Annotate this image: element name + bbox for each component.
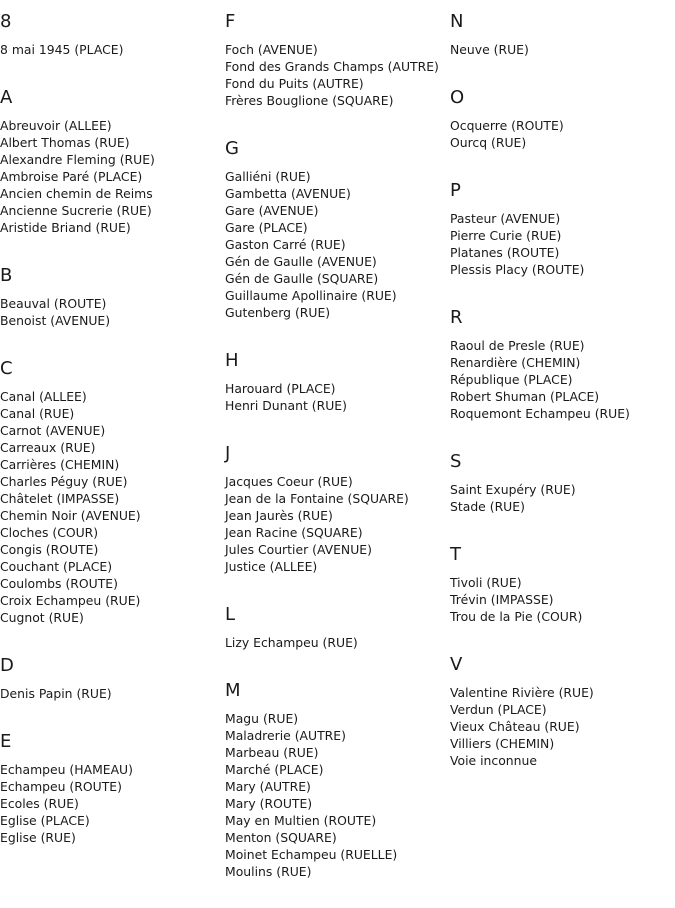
street-item: Verdun (PLACE) (450, 702, 547, 717)
street-item: Frères Bouglione (SQUARE) (225, 93, 394, 108)
street-item: Abreuvoir (ALLEE) (0, 118, 112, 133)
street-item: Châtelet (IMPASSE) (0, 491, 120, 506)
street-item: Gén de Gaulle (SQUARE) (225, 271, 379, 286)
street-item: Ancienne Sucrerie (RUE) (0, 203, 152, 218)
letter-heading: L (225, 604, 236, 625)
street-item: Chemin Noir (AVENUE) (0, 508, 141, 523)
letter-group (450, 450, 675, 515)
street-item: Justice (ALLEE) (225, 559, 318, 574)
letter-heading: S (450, 451, 462, 472)
street-item: Guillaume Apollinaire (RUE) (225, 288, 397, 303)
street-item: Maladrerie (AUTRE) (225, 728, 346, 743)
street-item: Voie inconnue (450, 753, 537, 768)
letter-group (0, 86, 225, 236)
street-item: Charles Péguy (RUE) (0, 474, 128, 489)
letter-group (450, 306, 675, 422)
letter-heading: J (225, 443, 231, 464)
street-item: Albert Thomas (RUE) (0, 135, 130, 150)
street-item: Jean Racine (SQUARE) (225, 525, 363, 540)
street-item: Moinet Echampeu (RUELLE) (225, 847, 398, 862)
letter-group (225, 442, 450, 575)
street-item: Platanes (ROUTE) (450, 245, 560, 260)
street-item: Canal (RUE) (0, 406, 75, 421)
street-item: Gén de Gaulle (AVENUE) (225, 254, 377, 269)
street-column-3 (450, 10, 675, 797)
street-item: Pierre Curie (RUE) (450, 228, 562, 243)
letter-heading: H (225, 350, 239, 371)
letter-group (450, 86, 675, 151)
street-item: Carreaux (RUE) (0, 440, 96, 455)
letter-heading: E (0, 731, 12, 752)
street-item: Ecoles (RUE) (0, 796, 79, 811)
letter-heading: M (225, 680, 241, 701)
street-item: Ourcq (RUE) (450, 135, 527, 150)
street-column-2 (225, 10, 450, 908)
street-item: Valentine Rivière (RUE) (450, 685, 594, 700)
street-item: Alexandre Fleming (RUE) (0, 152, 155, 167)
street-item: Marché (PLACE) (225, 762, 324, 777)
street-item: Robert Shuman (PLACE) (450, 389, 600, 404)
street-item: Gare (PLACE) (225, 220, 308, 235)
letter-heading: O (450, 87, 465, 108)
street-item: Mary (AUTRE) (225, 779, 311, 794)
street-item: Tivoli (RUE) (450, 575, 522, 590)
street-item: Raoul de Presle (RUE) (450, 338, 585, 353)
street-item: Jules Courtier (AVENUE) (225, 542, 372, 557)
street-item: Benoist (AVENUE) (0, 313, 111, 328)
street-item: Villiers (CHEMIN) (450, 736, 555, 751)
street-item: Trou de la Pie (COUR) (450, 609, 583, 624)
letter-heading: G (225, 138, 239, 159)
street-item: Cugnot (RUE) (0, 610, 84, 625)
street-item: Ocquerre (ROUTE) (450, 118, 564, 133)
street-item: Jacques Coeur (RUE) (225, 474, 353, 489)
street-item: 8 mai 1945 (PLACE) (0, 42, 124, 57)
street-item: Fond du Puits (AUTRE) (225, 76, 364, 91)
letter-heading: V (450, 654, 463, 675)
letter-group (0, 10, 225, 58)
letter-group (225, 10, 450, 109)
street-item: Echampeu (HAMEAU) (0, 762, 133, 777)
street-item: Carnot (AVENUE) (0, 423, 106, 438)
street-item: Lizy Echampeu (RUE) (225, 635, 358, 650)
letter-heading: A (0, 87, 13, 108)
letter-heading: P (450, 180, 461, 201)
street-item: Beauval (ROUTE) (0, 296, 107, 311)
street-item: Moulins (RUE) (225, 864, 312, 879)
street-column-1 (0, 10, 225, 874)
letter-heading: T (450, 544, 461, 565)
letter-heading: 8 (0, 11, 12, 32)
street-item: Coulombs (ROUTE) (0, 576, 118, 591)
street-item: Ambroise Paré (PLACE) (0, 169, 143, 184)
street-item: Vieux Château (RUE) (450, 719, 580, 734)
letter-group (0, 654, 225, 702)
street-item: Pasteur (AVENUE) (450, 211, 561, 226)
street-item: Fond des Grands Champs (AUTRE) (225, 59, 439, 74)
street-item: Saint Exupéry (RUE) (450, 482, 576, 497)
street-item: Couchant (PLACE) (0, 559, 113, 574)
street-item: Croix Echampeu (RUE) (0, 593, 141, 608)
letter-group (225, 137, 450, 321)
street-item: Harouard (PLACE) (225, 381, 336, 396)
street-item: Renardière (CHEMIN) (450, 355, 581, 370)
letter-group (0, 357, 225, 626)
street-item: Galliéni (RUE) (225, 169, 311, 184)
letter-group (225, 679, 450, 880)
letter-group (0, 730, 225, 846)
street-item: Echampeu (ROUTE) (0, 779, 122, 794)
street-item: République (PLACE) (450, 372, 573, 387)
letter-group (0, 264, 225, 329)
street-item: Ancien chemin de Reims (0, 186, 153, 201)
street-item: Gaston Carré (RUE) (225, 237, 346, 252)
street-item: Eglise (PLACE) (0, 813, 90, 828)
street-item: Mary (ROUTE) (225, 796, 313, 811)
letter-group (450, 543, 675, 625)
street-item: Denis Papin (RUE) (0, 686, 112, 701)
street-item: Aristide Briand (RUE) (0, 220, 131, 235)
letter-heading: B (0, 265, 13, 286)
street-item: Marbeau (RUE) (225, 745, 319, 760)
street-item: Gutenberg (RUE) (225, 305, 331, 320)
street-item: Gare (AVENUE) (225, 203, 319, 218)
street-item: Carrières (CHEMIN) (0, 457, 120, 472)
street-item: Magu (RUE) (225, 711, 299, 726)
street-item: Gambetta (AVENUE) (225, 186, 351, 201)
street-item: Congis (ROUTE) (0, 542, 99, 557)
street-item: Menton (SQUARE) (225, 830, 337, 845)
letter-heading: C (0, 358, 13, 379)
street-item: Henri Dunant (RUE) (225, 398, 347, 413)
street-item: Plessis Placy (ROUTE) (450, 262, 585, 277)
street-item: Roquemont Echampeu (RUE) (450, 406, 630, 421)
letter-group (225, 349, 450, 414)
letter-group (225, 603, 450, 651)
street-item: Neuve (RUE) (450, 42, 529, 57)
street-item: Canal (ALLEE) (0, 389, 87, 404)
letter-group (450, 653, 675, 769)
letter-heading: N (450, 11, 464, 32)
letter-heading: D (0, 655, 14, 676)
street-item: Cloches (COUR) (0, 525, 99, 540)
street-item: Foch (AVENUE) (225, 42, 318, 57)
street-item: Trévin (IMPASSE) (450, 592, 554, 607)
street-item: Jean Jaurès (RUE) (225, 508, 333, 523)
letter-heading: R (450, 307, 463, 328)
street-item: May en Multien (ROUTE) (225, 813, 377, 828)
letter-heading: F (225, 11, 236, 32)
letter-group (450, 179, 675, 278)
street-item: Jean de la Fontaine (SQUARE) (225, 491, 409, 506)
letter-group (450, 10, 675, 58)
street-item: Eglise (RUE) (0, 830, 76, 845)
street-item: Stade (RUE) (450, 499, 525, 514)
